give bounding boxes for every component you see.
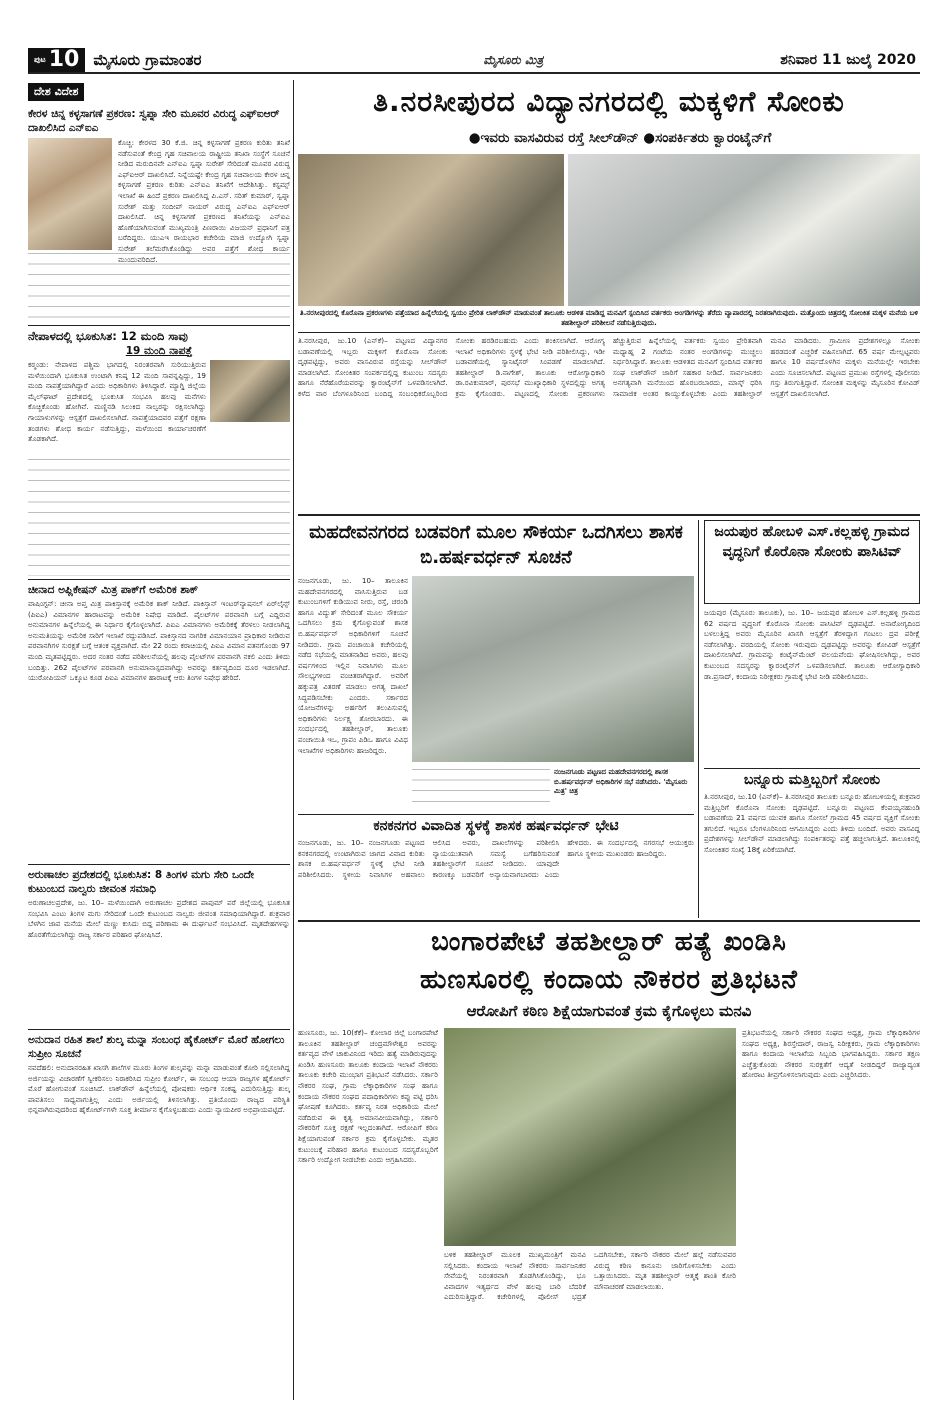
bottom-story-text-3: ಪ್ರತಿಭಟನೆಯಲ್ಲಿ ಸರ್ಕಾರಿ ನೌಕರರ ಸಂಘದ ಅಧ್ಯಕ್ಷ, ಗ್ರಾಮ ಲೆಕ್ಕಾಧಿಕಾರಿಗಳ ಸಂಘದ ಅಧ್ಯಕ್ಷ, ಶಿರಸ್ತೇದಾರ್, ರಾಜಸ್ವ ನಿರೀಕ್ಷಕರು, ಗ್ರಾಮ ಲೆಕ್ಕಾಧಿಕಾರಿಗಳು ಹಾಗೂ ಕಂದಾಯ ಇಲಾಖೆಯ ಸಿಬ್ಬಂದಿ ಭಾಗವಹಿಸಿದ್ದರು. ಸರ್ಕಾರ ತಕ್ಷಣ ಎಚ್ಚೆತ್ತುಕೊಂಡು ನೌಕರರ ಸುರಕ್ಷತೆಗೆ ಆದ್ಯತೆ ನೀಡದಿದ್ದರೆ ರಾಜ್ಯಾದ್ಯಂತ ಹೋರಾಟ ತೀವ್ರಗೊಳಿಸಲಾಗುವುದು ಎಂದು ಎಚ್ಚರಿಸಿದರು. <box>742 1028 920 1080</box>
story-text: ತಿ.ನರಸೀಪುರ, ಜು.10 (ಎನ್‌ಕೆ)– ತಿ.ನರಸೀಪುರ ತಾಲೂಕು ಬನ್ನೂರು ಹೋಬಳಿಯಲ್ಲಿ ಶುಕ್ರವಾರ ಮತ್ತಿಬ್ಬರಿಗೆ ಕೊರೊನಾ ಸೋಂಕು ದೃಢಪಟ್ಟಿದೆ. ಬನ್ನೂರು ಪಟ್ಟಣದ ಕೆಂಪಯ್ಯನಹುಂಡಿ ಬಡಾವಣೆಯ 21 ವರ್ಷದ ಯುವಕ ಹಾಗೂ ಸೋಸಲೆ ಗ್ರಾಮದ 45 ವರ್ಷದ ವ್ಯಕ್ತಿಗೆ ಸೋಂಕು ತಗುಲಿದೆ. ಇಬ್ಬರೂ ಬೆಂಗಳೂರಿನಿಂದ ಆಗಮಿಸಿದ್ದರು ಎಂದು ತಿಳಿದು ಬಂದಿದೆ. ಅವರು ವಾಸವಿದ್ದ ಪ್ರದೇಶಗಳನ್ನು ಸೀಲ್‌ಡೌನ್ ಮಾಡಲಾಗಿದ್ದು ಸಂಪರ್ಕಿತರನ್ನು ಪತ್ತೆ ಹಚ್ಚಲಾಗುತ್ತಿದೆ. ತಾಲೂಕಿನಲ್ಲಿ ಸೋಂಕಿತರ ಸಂಖ್ಯೆ 18ಕ್ಕೆ ಏರಿಕೆಯಾಗಿದೆ. <box>704 792 920 854</box>
issue-date: ಶನಿವಾರ 11 ಜುಲೈ 2020 <box>780 52 916 68</box>
page-number: 10 <box>48 47 80 72</box>
masthead: ಮೈಸೂರು ಮಿತ್ರ <box>483 52 544 67</box>
photo-caption: ತಿ.ನರಸೀಪುರದಲ್ಲಿ ಕೊರೊನಾ ಪ್ರಕರಣಗಳು ಪತ್ತೆಯಾದ ಹಿನ್ನೆಲೆಯಲ್ಲಿ ಸ್ವಯಂ ಪ್ರೇರಿತ ಲಾಕ್‌ಡೌನ್ ಮಾಡುವಂತೆ ತಾಲೂಕು ಆಡಳಿತ ಮಾಡಿದ್ದ ಮನವಿಗೆ ಸ್ಪಂದಿಸಿದ ವರ್ತಕರು ಅಂಗಡಿಗಳನ್ನು ತೆರೆದು ವ್ಯಾಪಾರದಲ್ಲಿ ನಿರತರಾಗಿರುವುದು. ಮತ್ತೊಂದು ಚಿತ್ರದಲ್ಲಿ ಸೋಂಕಿತ ಮಕ್ಕಳ ಮನೆಯ ಬಳಿ ತಹಶೀಲ್ದಾರ್ ಪರಿಶೀಲನೆ ನಡೆಸುತ್ತಿರುವುದು. <box>299 309 919 327</box>
story-text: ಅರುಣಾಚಲಪ್ರದೇಶ, ಜು. 10– ಮಳೆಯಿಂದಾಗಿ ಅರುಣಾಚಲ ಪ್ರದೇಶದ ಪಾಪುಮ್ ಪರೆ ಜಿಲ್ಲೆಯಲ್ಲಿ ಭೂಕುಸಿತ ಸಂಭವಿಸಿ ಎಂಟು ತಿಂಗಳ ಮಗು ಸೇರಿದಂತೆ ಒಂದೇ ಕುಟುಂಬದ ನಾಲ್ವರು ಜೀವಂತ ಸಮಾಧಿಯಾಗಿದ್ದಾರೆ. ಶುಕ್ರವಾರ ಬೆಳಗಿನ ಜಾವ ಮನೆಯ ಮೇಲೆ ಮಣ್ಣು ಕುಸಿದು ಬಿದ್ದ ಪರಿಣಾಮ ಈ ದುರ್ಘಟನೆ ಸಂಭವಿಸಿದೆ. ಮೃತದೇಹಗಳನ್ನು ಹೊರತೆಗೆಯಲಾಗಿದ್ದು ರಾಜ್ಯ ಸರ್ಕಾರ ಪರಿಹಾರ ಘೋಷಿಸಿದೆ. <box>28 898 290 939</box>
bottom-story-text: ಹುಣಸೂರು, ಜು. 10(ಕೆಕೆ)– ಕೋಲಾರ ಜಿಲ್ಲೆ ಬಂಗಾರಪೇಟೆ ತಾಲೂಕಿನ ತಹಶೀಲ್ದಾರ್ ಚಂದ್ರಮೌಳೇಶ್ವರ ಅವರನ್ನು ಕರ್ತವ್ಯದ ವೇಳೆ ಚಾಕುವಿನಿಂದ ಇರಿದು ಹತ್ಯೆ ಮಾಡಿರುವುದನ್ನು ಖಂಡಿಸಿ ಹುಣಸೂರು ತಾಲೂಕು ಕಂದಾಯ ಇಲಾಖೆ ನೌಕರರು ತಾಲೂಕು ಕಚೇರಿ ಮುಂಭಾಗ ಪ್ರತಿಭಟನೆ ನಡೆಸಿದರು. ಸರ್ಕಾರಿ ನೌಕರರ ಸಂಘ, ಗ್ರಾಮ ಲೆಕ್ಕಾಧಿಕಾರಿಗಳ ಸಂಘ ಹಾಗೂ ಕಂದಾಯ ನೌಕರರ ಸಂಘದ ಪದಾಧಿಕಾರಿಗಳು ಕಪ್ಪು ಪಟ್ಟಿ ಧರಿಸಿ ಘೋಷಣೆ ಕೂಗಿದರು. ಕರ್ತವ್ಯ ನಿರತ ಅಧಿಕಾರಿಯ ಮೇಲೆ ನಡೆದಿರುವ ಈ ಕೃತ್ಯ ಅಮಾನವೀಯವಾಗಿದ್ದು, ಸರ್ಕಾರಿ ನೌಕರರಿಗೆ ಸೂಕ್ತ ರಕ್ಷಣೆ ಇಲ್ಲದಂತಾಗಿದೆ. ಆರೋಪಿಗೆ ಕಠಿಣ ಶಿಕ್ಷೆಯಾಗುವಂತೆ ಸರ್ಕಾರ ಕ್ರಮ ಕೈಗೊಳ್ಳಬೇಕು. ಮೃತರ ಕುಟುಂಬಕ್ಕೆ ಪರಿಹಾರ ಹಾಗೂ ಕುಟುಂಬದ ಸದಸ್ಯರೊಬ್ಬರಿಗೆ ಸರ್ಕಾರಿ ಉದ್ಯೋಗ ನೀಡಬೇಕು ಎಂದು ಆಗ್ರಹಿಸಿದರು. <box>298 1028 438 1165</box>
photo-caption: ನಂಜನಗೂಡು ಪಟ್ಟಣದ ಮಹದೇವನಗರದಲ್ಲಿ ಶಾಸಕ ಬಿ.ಹರ್ಷವರ್ಧನ್ ಅಧಿಕಾರಿಗಳ ಸಭೆ ನಡೆಸಿದರು. 'ಮೈಸೂರು ಮಿತ್ರ' ಚಿತ್ರ <box>554 768 688 795</box>
bottom-headline-line2: ಹುಣಸೂರಲ್ಲಿ ಕಂದಾಯ ನೌಕರರ ಪ್ರತಿಭಟನೆ <box>420 965 798 995</box>
main-story-text: ತಿ.ನರಸೀಪುರ, ಜು.10 (ಎನ್‌ಕೆ)– ಪಟ್ಟಣದ ವಿದ್ಯಾನಗರ ಬಡಾವಣೆಯಲ್ಲಿ ಇಬ್ಬರು ಮಕ್ಕಳಿಗೆ ಕೊರೊನಾ ಸೋಂಕು ದೃಢಪಟ್ಟಿದ್ದು, ಅವರು ವಾಸವಿರುವ ರಸ್ತೆಯನ್ನು ಸೀಲ್‌ಡೌನ್ ಮಾಡಲಾಗಿದೆ. ಸೋಂಕಿತರ ಸಂಪರ್ಕದಲ್ಲಿದ್ದ ಕುಟುಂಬ ಸದಸ್ಯರು ಹಾಗೂ ನೆರೆಹೊರೆಯವರನ್ನು ಕ್ವಾರಂಟೈನ್‌ಗೆ ಒಳಪಡಿಸಲಾಗಿದೆ. ಕಳೆದ ವಾರ ಬೆಂಗಳೂರಿನಿಂದ ಬಂದಿದ್ದ ಸಂಬಂಧಿಕರೊಬ್ಬರಿಂದ ಸೋಂಕು ಹರಡಿರಬಹುದು ಎಂದು ಶಂಕಿಸಲಾಗಿದೆ. ಆರೋಗ್ಯ ಇಲಾಖೆ ಅಧಿಕಾರಿಗಳು ಸ್ಥಳಕ್ಕೆ ಭೇಟಿ ನೀಡಿ ಪರಿಶೀಲಿಸಿದ್ದು, ಇಡೀ ಬಡಾವಣೆಯಲ್ಲಿ ಸ್ಯಾನಿಟೈಸರ್ ಸಿಂಪಡಣೆ ಮಾಡಲಾಗಿದೆ. ತಹಶೀಲ್ದಾರ್ ಡಿ.ನಾಗೇಶ್, ತಾಲೂಕು ಆರೋಗ್ಯಾಧಿಕಾರಿ ಡಾ.ರವಿಕುಮಾರ್, ಪುರಸಭೆ ಮುಖ್ಯಾಧಿಕಾರಿ ಸ್ಥಳದಲ್ಲಿದ್ದು ಅಗತ್ಯ ಕ್ರಮ ಕೈಗೊಂಡರು. ಪಟ್ಟಣದಲ್ಲಿ ಸೋಂಕು ಪ್ರಕರಣಗಳು ಹೆಚ್ಚುತ್ತಿರುವ ಹಿನ್ನೆಲೆಯಲ್ಲಿ ವರ್ತಕರು ಸ್ವಯಂ ಪ್ರೇರಿತವಾಗಿ ಮಧ್ಯಾಹ್ನ 2 ಗಂಟೆಯ ನಂತರ ಅಂಗಡಿಗಳನ್ನು ಮುಚ್ಚಲು ನಿರ್ಧರಿಸಿದ್ದಾರೆ. ತಾಲೂಕು ಆಡಳಿತದ ಮನವಿಗೆ ಸ್ಪಂದಿಸಿದ ವರ್ತಕರ ಸಂಘ ಲಾಕ್‌ಡೌನ್ ಜಾರಿಗೆ ಸಹಕಾರ ನೀಡಿದೆ. ಸಾರ್ವಜನಿಕರು ಅನಗತ್ಯವಾಗಿ ಮನೆಯಿಂದ ಹೊರಬರಬಾರದು, ಮಾಸ್ಕ್ ಧರಿಸಿ ಸಾಮಾಜಿಕ ಅಂತರ ಕಾಯ್ದುಕೊಳ್ಳಬೇಕು ಎಂದು ತಹಶೀಲ್ದಾರ್ ಮನವಿ ಮಾಡಿದರು. ಗ್ರಾಮೀಣ ಪ್ರದೇಶಗಳಲ್ಲೂ ಸೋಂಕು ಹರಡದಂತೆ ಎಚ್ಚರಿಕೆ ವಹಿಸಲಾಗಿದೆ. 65 ವರ್ಷ ಮೇಲ್ಪಟ್ಟವರು ಹಾಗೂ 10 ವರ್ಷದೊಳಗಿನ ಮಕ್ಕಳು ಮನೆಯಲ್ಲೇ ಇರಬೇಕು ಎಂದು ಸೂಚಿಸಲಾಗಿದೆ. ಪಟ್ಟಣದ ಪ್ರಮುಖ ರಸ್ತೆಗಳಲ್ಲಿ ಪೊಲೀಸರು ಗಸ್ತು ತಿರುಗುತ್ತಿದ್ದಾರೆ. ಸೋಂಕಿತ ಮಕ್ಕಳನ್ನು ಮೈಸೂರಿನ ಕೋವಿಡ್ ಆಸ್ಪತ್ರೆಗೆ ದಾಖಲಿಸಲಾಗಿದೆ. <box>298 336 920 398</box>
story-headline: ಕೇರಳ ಚಿನ್ನ ಕಳ್ಳಸಾಗಣೆ ಪ್ರಕರಣ: ಸ್ವಪ್ನಾ ಸೇರಿ ಮೂವರ ವಿರುದ್ಧ ಎಫ್‌ಐಆರ್ ದಾಖಲಿಸಿದ ಎನ್‌ಐಎ <box>28 108 280 134</box>
main-subhead: ●ಇವರು ವಾಸವಿರುವ ರಸ್ತೆ ಸೀಲ್‌ಡೌನ್ ●ಸಂಪರ್ಕಿತರು ಕ್ವಾರಂಟೈನ್‌ಗೆ <box>468 130 772 146</box>
story-headline: ನೇಪಾಳದಲ್ಲಿ ಭೂಕುಸಿತ: 12 ಮಂದಿ ಸಾವು <box>28 329 188 343</box>
bottom-story-text-2: ಬಳಿಕ ತಹಶೀಲ್ದಾರ್ ಮೂಲಕ ಮುಖ್ಯಮಂತ್ರಿಗೆ ಮನವಿ ಸಲ್ಲಿಸಿದರು. ಕಂದಾಯ ಇಲಾಖೆ ನೌಕರರು ಸಾರ್ವಜನಿಕರ ಸೇವೆಯಲ್ಲಿ ನಿರಂತರವಾಗಿ ತೊಡಗಿಸಿಕೊಂಡಿದ್ದು, ಭೂ ವಿವಾದಗಳ ಇತ್ಯರ್ಥದ ವೇಳೆ ಹಲವು ಬಾರಿ ಬೆದರಿಕೆ ಎದುರಿಸುತ್ತಿದ್ದಾರೆ. ಕಚೇರಿಗಳಲ್ಲಿ ಪೊಲೀಸ್ ಭದ್ರತೆ ಒದಗಿಸಬೇಕು, ಸರ್ಕಾರಿ ನೌಕರರ ಮೇಲೆ ಹಲ್ಲೆ ನಡೆಸುವವರ ವಿರುದ್ಧ ಕಠಿಣ ಕಾನೂನು ಜಾರಿಗೊಳಿಸಬೇಕು ಎಂದು ಒತ್ತಾಯಿಸಿದರು. ಮೃತ ತಹಶೀಲ್ದಾರ್ ಆತ್ಮಕ್ಕೆ ಶಾಂತಿ ಕೋರಿ ಮೌನಾಚರಣೆ ಮಾಡಲಾಯಿತು. <box>444 1250 736 1302</box>
story-text: ನವದೆಹಲಿ: ಅನುದಾನರಹಿತ ಖಾಸಗಿ ಶಾಲೆಗಳ ಮೂರು ತಿಂಗಳ ಶುಲ್ಕವನ್ನು ಮನ್ನಾ ಮಾಡುವಂತೆ ಕೋರಿ ಸಲ್ಲಿಸಲಾಗಿದ್ದ ಅರ್ಜಿಯನ್ನು ವಿಚಾರಣೆಗೆ ಸ್ವೀಕರಿಸಲು ನಿರಾಕರಿಸಿದ ಸುಪ್ರೀಂ ಕೋರ್ಟ್, ಈ ಸಂಬಂಧ ಆಯಾ ರಾಜ್ಯಗಳ ಹೈಕೋರ್ಟ್ ಮೊರೆ ಹೋಗುವಂತೆ ಸೂಚಿಸಿದೆ. ಲಾಕ್‌ಡೌನ್ ಹಿನ್ನೆಲೆಯಲ್ಲಿ ಪೋಷಕರು ಆರ್ಥಿಕ ಸಂಕಷ್ಟ ಎದುರಿಸುತ್ತಿದ್ದು ಶುಲ್ಕ ಪಾವತಿಸಲು ಸಾಧ್ಯವಾಗುತ್ತಿಲ್ಲ ಎಂದು ಅರ್ಜಿಯಲ್ಲಿ ತಿಳಿಸಲಾಗಿತ್ತು. ಪ್ರತಿಯೊಂದು ರಾಜ್ಯದ ಪರಿಸ್ಥಿತಿ ಭಿನ್ನವಾಗಿರುವುದರಿಂದ ಹೈಕೋರ್ಟ್‌ಗಳೇ ಸೂಕ್ತ ತೀರ್ಮಾನ ಕೈಗೊಳ್ಳಬಹುದು ಎಂದು ನ್ಯಾಯಪೀಠ ಅಭಿಪ್ರಾಯಪಟ್ಟಿದೆ. <box>28 1063 290 1115</box>
section-tag: ದೇಶ ವಿದೇಶ <box>28 83 84 101</box>
left-column <box>28 80 290 1400</box>
story-headline: ಅನುದಾನ ರಹಿತ ಶಾಲೆ ಶುಲ್ಕ ಮನ್ನಾ ಸಂಬಂಧ ಹೈಕೋರ್ಟ್ ಮೊರೆ ಹೋಗಲು ಸುಪ್ರೀಂ ಸೂಚನೆ <box>28 1034 285 1060</box>
officials-inspection-photo <box>568 154 920 306</box>
story-headline: ಬನ್ನೂರು ಮತ್ತಿಬ್ಬರಿಗೆ ಸೋಂಕು <box>743 772 881 788</box>
story-headline: ಜಯಪುರ ಹೋಬಳಿ ಎಸ್.ಕಲ್ಲಹಳ್ಳಿ ಗ್ರಾಮದ ವೃದ್ಧನಿಗೆ ಕೊರೊನಾ ಸೋಂಕು ಪಾಸಿಟಿವ್ <box>714 524 910 560</box>
page-header <box>28 48 920 74</box>
section-title: ಮೈಸೂರು ಗ್ರಾಮಾಂತರ <box>93 51 202 69</box>
landslide-photo <box>210 360 290 422</box>
column-divider <box>293 80 294 1400</box>
story-text: ಕೊಚ್ಚಿ: ಕೇರಳದ 30 ಕೆ.ಜಿ. ಚಿನ್ನ ಕಳ್ಳಸಾಗಣೆ ಪ್ರಕರಣ ಕುರಿತು ತನಿಖೆ ನಡೆಸುವಂತೆ ಕೇಂದ್ರ ಗೃಹ ಸಚಿವಾಲಯ ರಾಷ್ಟ್ರೀಯ ತನಿಖಾ ಸಂಸ್ಥೆಗೆ ಸೂಚನೆ ನೀಡಿದ ಮರುದಿನವೇ ಎನ್‌ಐಎ ಸ್ವಪ್ನಾ ಸುರೇಶ್ ಸೇರಿದಂತೆ ಮೂವರ ವಿರುದ್ಧ ಎಫ್‌ಐಆರ್ ದಾಖಲಿಸಿದೆ. ನಿನ್ನೆಯಷ್ಟೇ ಕೇಂದ್ರ ಗೃಹ ಸಚಿವಾಲಯ ಕೇರಳ ಚಿನ್ನ ಕಳ್ಳಸಾಗಣೆ ಪ್ರಕರಣ ಕುರಿತು ಎನ್‌ಐಎ ತನಿಖೆಗೆ ಆದೇಶಿಸಿತ್ತು. ಕಸ್ಟಮ್ಸ್ ಇಲಾಖೆ ಈ ಹಿಂದೆ ಪ್ರಕರಣ ದಾಖಲಿಸಿದ್ದ ಪಿ.ಎಸ್. ಸರಿತ್ ಕುಮಾರ್, ಸ್ವಪ್ನಾ ಸುರೇಶ್ ಮತ್ತು ಸಂದೀಪ್ ನಾಯರ್ ವಿರುದ್ಧ ಎನ್‌ಐಎ ಎಫ್‌ಐಆರ್ ದಾಖಲಿಸಿದೆ. ಚಿನ್ನ ಕಳ್ಳಸಾಗಣೆ ಪ್ರಕರಣದ ತನಿಖೆಯನ್ನು ಎನ್‌ಐಎ ಹೊಣೆಯಾಗಿಸುವಂತೆ ಮುಖ್ಯಮಂತ್ರಿ ಪಿಣರಾಯಿ ವಿಜಯನ್ ಪ್ರಧಾನಿಗೆ ಪತ್ರ ಬರೆದಿದ್ದರು. ಯುಎಇ ರಾಯಭಾರ ಕಚೇರಿಯ ಮಾಜಿ ಉದ್ಯೋಗಿ ಸ್ವಪ್ನಾ ಸುರೇಶ್ ತಲೆಮರೆಸಿಕೊಂಡಿದ್ದು ಅವರ ಪತ್ತೆಗೆ ಶೋಧ ಕಾರ್ಯ ಮುಂದುವರಿದಿದೆ. <box>118 138 290 264</box>
portrait-photo <box>28 138 112 250</box>
story-headline: ಕನಕನಗರ ವಿವಾದಿತ ಸ್ಥಳಕ್ಕೆ ಶಾಸಕ ಹರ್ಷವರ್ಧನ್ ಭೇಟಿ <box>373 818 619 834</box>
story-subhead: 19 ಮಂದಿ ನಾಪತ್ತೆ <box>125 345 193 357</box>
main-headline: ತಿ.ನರಸೀಪುರದ ವಿದ್ಯಾನಗರದಲ್ಲಿ ಮಕ್ಕಳಿಗೆ ಸೋಂಕು <box>373 85 845 118</box>
bottom-subhead: ಆರೋಪಿಗೆ ಕಠಿಣ ಶಿಕ್ಷೆಯಾಗುವಂತೆ ಕ್ರಮ ಕೈಗೊಳ್ಳಲು ಮನವಿ <box>466 1002 752 1020</box>
story-text-continued <box>28 456 290 576</box>
story-text-continued <box>28 250 290 322</box>
story-text: ನಂಜನಗೂಡು, ಜು. 10– ನಂಜನಗೂಡು ಪಟ್ಟಣದ ಕನಕನಗರದಲ್ಲಿ ಉಂಟಾಗಿರುವ ಜಾಗದ ವಿವಾದ ಕುರಿತು ಶಾಸಕ ಬಿ.ಹರ್ಷವರ್ಧನ್ ಸ್ಥಳಕ್ಕೆ ಭೇಟಿ ನೀಡಿ ಪರಿಶೀಲಿಸಿದರು. ಸ್ಥಳೀಯ ನಿವಾಸಿಗಳ ಅಹವಾಲು ಆಲಿಸಿದ ಅವರು, ದಾಖಲೆಗಳನ್ನು ಪರಿಶೀಲಿಸಿ ನ್ಯಾಯಯುತವಾಗಿ ಸಮಸ್ಯೆ ಬಗೆಹರಿಸುವಂತೆ ತಹಶೀಲ್ದಾರ್‌ಗೆ ಸೂಚನೆ ನೀಡಿದರು. ಯಾವುದೇ ಕಾರಣಕ್ಕೂ ಬಡವರಿಗೆ ಅನ್ಯಾಯವಾಗಬಾರದು ಎಂದು ಹೇಳಿದರು. ಈ ಸಂದರ್ಭದಲ್ಲಿ ನಗರಸಭೆ ಆಯುಕ್ತರು ಹಾಗೂ ಸ್ಥಳೀಯ ಮುಖಂಡರು ಹಾಜರಿದ್ದರು. <box>298 838 694 879</box>
story-headline: ಮಹದೇವನಗರದ ಬಡವರಿಗೆ ಮೂಲ ಸೌಕರ್ಯ ಒದಗಿಸಲು ಶಾಸಕ ಬಿ.ಹರ್ಷವರ್ಧನ್ ಸೂಚನೆ <box>309 522 683 568</box>
meeting-photo <box>412 576 694 762</box>
story-text: ನಂಜನಗೂಡು, ಜು. 10– ತಾಲೂಕಿನ ಮಹದೇವನಗರದಲ್ಲಿ ವಾಸಿಸುತ್ತಿರುವ ಬಡ ಕುಟುಂಬಗಳಿಗೆ ಕುಡಿಯುವ ನೀರು, ರಸ್ತೆ, ಚರಂಡಿ ಹಾಗೂ ವಿದ್ಯುತ್ ಸೇರಿದಂತೆ ಮೂಲ ಸೌಕರ್ಯ ಒದಗಿಸಲು ಕ್ರಮ ಕೈಗೊಳ್ಳುವಂತೆ ಶಾಸಕ ಬಿ.ಹರ್ಷವರ್ಧನ್ ಅಧಿಕಾರಿಗಳಿಗೆ ಸೂಚನೆ ನೀಡಿದರು. ಗ್ರಾಮ ಪಂಚಾಯಿತಿ ಕಚೇರಿಯಲ್ಲಿ ನಡೆದ ಸಭೆಯಲ್ಲಿ ಮಾತನಾಡಿದ ಅವರು, ಹಲವು ವರ್ಷಗಳಿಂದ ಇಲ್ಲಿನ ನಿವಾಸಿಗಳು ಮೂಲ ಸೌಲಭ್ಯಗಳಿಂದ ವಂಚಿತರಾಗಿದ್ದಾರೆ. ಅವರಿಗೆ ಹಕ್ಕುಪತ್ರ ವಿತರಣೆ ಮಾಡಲು ಅಗತ್ಯ ದಾಖಲೆ ಸಿದ್ಧಪಡಿಸಬೇಕು ಎಂದರು. ಸರ್ಕಾರದ ಯೋಜನೆಗಳನ್ನು ಅರ್ಹರಿಗೆ ತಲುಪಿಸುವಲ್ಲಿ ಅಧಿಕಾರಿಗಳು ನಿರ್ಲಕ್ಷ್ಯ ತೋರಬಾರದು. ಈ ಸಂದರ್ಭದಲ್ಲಿ ತಹಶೀಲ್ದಾರ್, ತಾಲೂಕು ಪಂಚಾಯಿತಿ ಇಒ, ಗ್ರಾಪಂ ಪಿಡಿಒ ಹಾಗೂ ವಿವಿಧ ಇಲಾಖೆಗಳ ಅಧಿಕಾರಿಗಳು ಹಾಜರಿದ್ದರು. <box>298 576 408 755</box>
story-text: ವಾಷಿಂಗ್ಟನ್: ಚೀನಾ ಅಪ್ತ ಮಿತ್ರ ಪಾಕಿಸ್ತಾನಕ್ಕೆ ಅಮೆರಿಕ ಶಾಕ್ ನೀಡಿದೆ. ಪಾಕಿಸ್ತಾನ್ ಇಂಟರ್‌ನ್ಯಾಷನಲ್ ಏರ್‌ಲೈನ್ಸ್ (ಪಿಐಎ) ವಿಮಾನಗಳ ಹಾರಾಟವನ್ನು ಅಮೆರಿಕ ನಿಷೇಧ ಮಾಡಿದೆ. ಪೈಲಟ್‌ಗಳ ಪರವಾನಗಿ ಬಗ್ಗೆ ಎದ್ದಿರುವ ಅನುಮಾನಗಳ ಹಿನ್ನೆಲೆಯಲ್ಲಿ ಈ ನಿರ್ಧಾರ ಕೈಗೊಳ್ಳಲಾಗಿದೆ. ಪಿಐಎ ವಿಮಾನಗಳು ಅಮೆರಿಕಕ್ಕೆ ತೆರಳಲು ನೀಡಲಾಗಿದ್ದ ಅನುಮತಿಯನ್ನು ಅಮೆರಿಕ ಸಾರಿಗೆ ಇಲಾಖೆ ರದ್ದುಪಡಿಸಿದೆ. ಪಾಕಿಸ್ತಾನದ ನಾಗರಿಕ ವಿಮಾನಯಾನ ಪ್ರಾಧಿಕಾರ ನೀಡಿರುವ ಪರವಾನಗಿಗಳ ಸುರಕ್ಷತೆ ಬಗ್ಗೆ ಆತಂಕ ವ್ಯಕ್ತವಾಗಿದೆ. ಮೇ 22 ರಂದು ಕರಾಚಿಯಲ್ಲಿ ಪಿಐಎ ವಿಮಾನ ಪತನಗೊಂಡು 97 ಮಂದಿ ಮೃತಪಟ್ಟಿದ್ದರು. ಅದರ ನಂತರ ನಡೆದ ಪರಿಶೀಲನೆಯಲ್ಲಿ ಹಲವು ಪೈಲಟ್‌ಗಳ ಪರವಾನಗಿ ನಕಲಿ ಎಂದು ತಿಳಿದು ಬಂದಿತ್ತು. 262 ಪೈಲಟ್‌ಗಳ ಪರವಾನಗಿ ಅನುಮಾನಾಸ್ಪದವಾಗಿದ್ದು ಅವರನ್ನು ಕರ್ತವ್ಯದಿಂದ ದೂರ ಇಡಲಾಗಿದೆ. ಯುರೋಪಿಯನ್ ಒಕ್ಕೂಟ ಕೂಡ ಪಿಐಎ ವಿಮಾನಗಳ ಹಾರಾಟಕ್ಕೆ ಆರು ತಿಂಗಳ ನಿಷೇಧ ಹೇರಿದೆ. <box>28 599 290 683</box>
page-label: ಪುಟ <box>34 55 46 64</box>
protest-photo <box>444 1028 736 1246</box>
market-photo <box>298 154 564 306</box>
bottom-headline-line1: ಬಂಗಾರಪೇಟೆ ತಹಶೀಲ್ದಾರ್ ಹತ್ಯೆ ಖಂಡಿಸಿ <box>431 927 787 957</box>
story-headline: ಅರುಣಾಚಲ ಪ್ರದೇಶದಲ್ಲಿ ಭೂಕುಸಿತ: 8 ತಿಂಗಳ ಮಗು ಸೇರಿ ಒಂದೇ ಕುಟುಂಬದ ನಾಲ್ವರು ಜೀವಂತ ಸಮಾಧಿ <box>28 869 254 895</box>
page-number-box <box>28 48 85 72</box>
story-headline: ಚೀನಾದ ಅಪ್ಲಿಕೇಷನ್ ಮಿತ್ರ ಪಾಕ್‌ಗೆ ಅಮೆರಿಕ ಶಾಕ್ <box>28 584 199 596</box>
story-text: ಕಠ್ಮಂಡು: ನೇಪಾಳದ ಪಶ್ಚಿಮ ಭಾಗದಲ್ಲಿ ನಿರಂತರವಾಗಿ ಸುರಿಯುತ್ತಿರುವ ಮಳೆಯಿಂದಾಗಿ ಭೂಕುಸಿತ ಉಂಟಾಗಿ ಕನಿಷ್ಠ 12 ಮಂದಿ ಸಾವನ್ನಪ್ಪಿದ್ದು, 19 ಮಂದಿ ನಾಪತ್ತೆಯಾಗಿದ್ದಾರೆ ಎಂದು ಅಧಿಕಾರಿಗಳು ತಿಳಿಸಿದ್ದಾರೆ. ಮ್ಯಾಗ್ಡಿ ಜಿಲ್ಲೆಯ ಮೈಲ್‌ಘಾಟ್ ಪ್ರದೇಶದಲ್ಲಿ ಭೂಕುಸಿತ ಸಂಭವಿಸಿ ಹಲವು ಮನೆಗಳು ಕೊಚ್ಚಿಕೊಂಡು ಹೋಗಿವೆ. ಮಣ್ಣಿನಡಿ ಸಿಲುಕಿದ ನಾಲ್ವರನ್ನು ರಕ್ಷಿಸಲಾಗಿದ್ದು ಗಾಯಾಳುಗಳನ್ನು ಆಸ್ಪತ್ರೆಗೆ ದಾಖಲಿಸಲಾಗಿದೆ. ನಾಪತ್ತೆಯಾದವರ ಪತ್ತೆಗೆ ರಕ್ಷಣಾ ತಂಡಗಳು ಶೋಧ ಕಾರ್ಯ ನಡೆಸುತ್ತಿದ್ದು, ಮಳೆಯಿಂದ ಕಾರ್ಯಾಚರಣೆಗೆ ತೊಡಕಾಗಿದೆ. <box>28 360 206 444</box>
story-text: ಜಯಪುರ (ಮೈಸೂರು ತಾಲೂಕು), ಜು. 10– ಜಯಪುರ ಹೋಬಳಿ ಎಸ್.ಕಲ್ಲಹಳ್ಳಿ ಗ್ರಾಮದ 62 ವರ್ಷದ ವೃದ್ಧನಿಗೆ ಕೊರೊನಾ ಸೋಂಕು ಪಾಸಿಟಿವ್ ದೃಢಪಟ್ಟಿದೆ. ಅನಾರೋಗ್ಯದಿಂದ ಬಳಲುತ್ತಿದ್ದ ಅವರು ಮೈಸೂರಿನ ಖಾಸಗಿ ಆಸ್ಪತ್ರೆಗೆ ತೆರಳಿದ್ದಾಗ ಗಂಟಲು ದ್ರವ ಪರೀಕ್ಷೆ ನಡೆಸಲಾಗಿತ್ತು. ವರದಿಯಲ್ಲಿ ಸೋಂಕು ಇರುವುದು ದೃಢಪಟ್ಟಿದ್ದು ಅವರನ್ನು ಕೋವಿಡ್ ಆಸ್ಪತ್ರೆಗೆ ದಾಖಲಿಸಲಾಗಿದೆ. ಗ್ರಾಮವನ್ನು ಕಂಟೈನ್‌ಮೆಂಟ್ ವಲಯವೆಂದು ಘೋಷಿಸಲಾಗಿದ್ದು, ಅವರ ಕುಟುಂಬದ ಸದಸ್ಯರನ್ನು ಕ್ವಾರಂಟೈನ್‌ಗೆ ಒಳಪಡಿಸಲಾಗಿದೆ. ತಾಲೂಕು ಆರೋಗ್ಯಾಧಿಕಾರಿ ಡಾ.ಪ್ರಸಾದ್, ಕಂದಾಯ ನಿರೀಕ್ಷಕರು ಗ್ರಾಮಕ್ಕೆ ಭೇಟಿ ನೀಡಿ ಪರಿಶೀಲಿಸಿದರು. <box>704 608 920 681</box>
